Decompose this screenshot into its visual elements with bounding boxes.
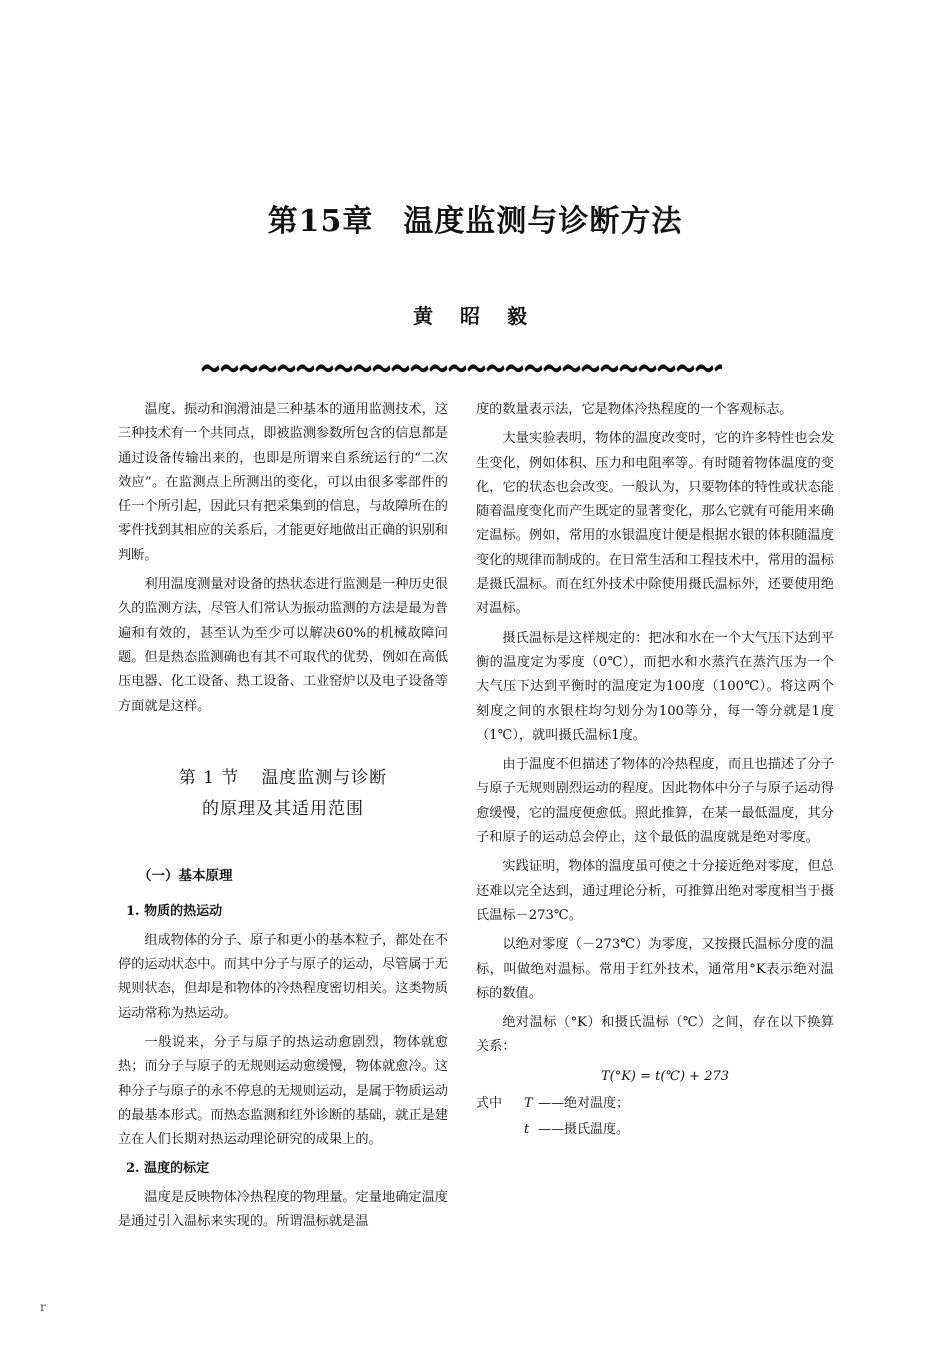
ornament-scroll [202, 365, 219, 372]
paragraph-absolute-zero-value: 实践证明，物体的温度虽可使之十分接近绝对零度，但总还难以完全达到，通过理论分析，可推算出绝对零度相当于摄氏温标－273℃。 [476, 859, 834, 923]
ornament-scroll [639, 365, 656, 372]
chapter-number: 第15章 [267, 204, 374, 239]
ornament-scroll [259, 365, 276, 372]
ornament-scroll [240, 365, 257, 372]
conversion-formula: T(°K) = t(℃) + 273 [600, 1068, 730, 1084]
ornament-scroll [563, 365, 580, 372]
ornament-scroll [221, 365, 238, 372]
subsection-heading: （一）基本原理 [138, 867, 233, 884]
item-heading-thermal-motion: 1. 物质的热运动 [126, 903, 223, 919]
formula-legend-T [476, 1091, 834, 1117]
section-title-line2: 的原理及其适用范围 [202, 798, 364, 819]
ornament-scroll [658, 365, 675, 372]
right-column [476, 398, 834, 1143]
ornament-scroll [468, 365, 485, 372]
ornamental-divider [200, 361, 722, 373]
ornament-scroll [430, 365, 447, 372]
formula-legend-t [476, 1117, 834, 1143]
item-heading-temperature-calibration: 2. 温度的标定 [126, 1160, 210, 1176]
formula-symbol-t: t [524, 1121, 530, 1137]
ornament-scroll [620, 365, 637, 372]
intro-paragraph-1: 温度、振动和润滑油是三种基本的通用监测技术，这三种技术有一个共同点，即被监测参数所包含的信息都是通过设备传输出来的，也即是所谓来自系统运行的“二次效应”。在监测点上所测出的变化，可以由很多零部件的任一个所引起，因此只有把采集到的信息，与故障所在的零件找到其相应的关系后，才能更好地做出正确的识别和判断。 [118, 402, 448, 563]
ornament-scroll [354, 365, 371, 372]
paragraph-thermal-motion-1: 组成物体的分子、原子和更小的基本粒子，都处在不停的运动状态中。而其中分子与原子的运动，尽管属于无规则状态，但却是和物体的冷热程度密切相关。这类物质运动常称为热运动。 [118, 932, 448, 1021]
chapter-title [0, 196, 950, 240]
author-name: 黄 昭 毅 [413, 304, 537, 328]
ornament-scroll [544, 365, 561, 372]
formula-desc-t: ——摄氏温度。 [538, 1121, 630, 1137]
ornament-scroll [487, 365, 504, 372]
section-title-line1: 温度监测与诊断 [261, 767, 388, 788]
formula-legend-label: 式中 [476, 1095, 503, 1111]
section-heading [118, 763, 448, 825]
intro-paragraph-2: 利用温度测量对设备的热状态进行监测是一种历史很久的监测方法，尽管人们常认为振动监测的方法是最为普遍和有效的，甚至认为至少可以解决60%的机械故障问题。但是热态监测确也有其不可取代的优势，例如在高低压电器、化工设备、热工设备、工业窑炉以及电子设备等方面就是这样。 [118, 577, 448, 714]
ornament-scroll [297, 365, 314, 372]
ornament-scroll [525, 365, 542, 372]
ornament-scroll [715, 365, 722, 372]
ornament-scroll [411, 365, 428, 372]
formula-desc-T: ——绝对温度； [538, 1095, 630, 1111]
paragraph-celsius-definition: 摄氏温标是这样规定的：把冰和水在一个大气压下达到平衡的温度定为零度（0℃），而把水和水蒸汽在蒸汽压为一个大气压下达到平衡时的温度定为100度（100℃）。将这两个刻度之间的水银柱均匀划分为100等分，每一等分就是1度（1℃），就叫摄氏温标1度。 [476, 630, 834, 743]
paragraph-conversion-intro: 绝对温标（°K）和摄氏温标（℃）之间，存在以下换算关系： [476, 1015, 834, 1055]
section-number: 第 1 节 [178, 767, 240, 788]
corner-mark: r [40, 1300, 46, 1314]
formula-symbol-T: T [524, 1095, 533, 1111]
ornament-scroll [506, 365, 523, 372]
paragraph-absolute-zero: 由于温度不但描述了物体的冷热程度，而且也描述了分子与原子无规则剧烈运动的程度。因此物体中分子与原子运动得愈缓慢，它的温度便愈低。照此推算，在某一最低温度，其分子和原子的运动总会停止，这个最低的温度就是绝对零度。 [476, 757, 834, 846]
ornament-scroll [316, 365, 333, 372]
ornament-scroll [449, 365, 466, 372]
ornament-scroll [582, 365, 599, 372]
paragraph-temperature-definition: 温度是反映物体冷热程度的物理量。定量地确定温度是通过引入温标来实现的。所谓温标就是温 [118, 1189, 448, 1229]
chapter-title-text: 温度监测与诊断方法 [403, 204, 683, 239]
ornament-scroll [601, 365, 618, 372]
paragraph-temperature-properties: 大量实验表明，物体的温度改变时，它的许多特性也会发生变化，例如体积、压力和电阻率等。有时随着物体温度的变化，它的状态也会改变。一般认为，只要物体的特性或状态能随着温度变化而产生既定的显著变化，那么它就有可能用来确定温标。例如，常用的水银温度计便是根据水银的体积随温度变化的规律而制成的。在日常生活和工程技术中，常用的温标是摄氏温标。而在红外技术中除使用摄氏温标外，还要使用绝对温标。 [476, 431, 834, 617]
ornament-scroll [392, 365, 409, 372]
paragraph-absolute-scale: 以绝对零度（－273℃）为零度，又按摄氏温标分度的温标，叫做绝对温标。常用于红外技术，通常用°K表示绝对温标的数值。 [476, 937, 834, 1001]
ornament-scroll [677, 365, 694, 372]
ornament-scroll [278, 365, 295, 372]
ornament-scroll [335, 365, 352, 372]
ornament-scroll [696, 365, 713, 372]
paragraph-thermal-motion-2: 一般说来，分子与原子的热运动愈剧烈，物体就愈热；而分子与原子的无规则运动愈缓慢，物体就愈冷。这种分子与原子的永不停息的无规则运动，是属于物质运动的最基本形式。而热态监测和红外诊断的基础，就正是建立在人们长期对热运动理论研究的成果上的。 [118, 1035, 448, 1148]
ornament-scroll [373, 365, 390, 372]
left-column [118, 398, 448, 1239]
paragraph-continued: 度的数量表示法，它是物体冷热程度的一个客观标志。 [476, 402, 793, 417]
